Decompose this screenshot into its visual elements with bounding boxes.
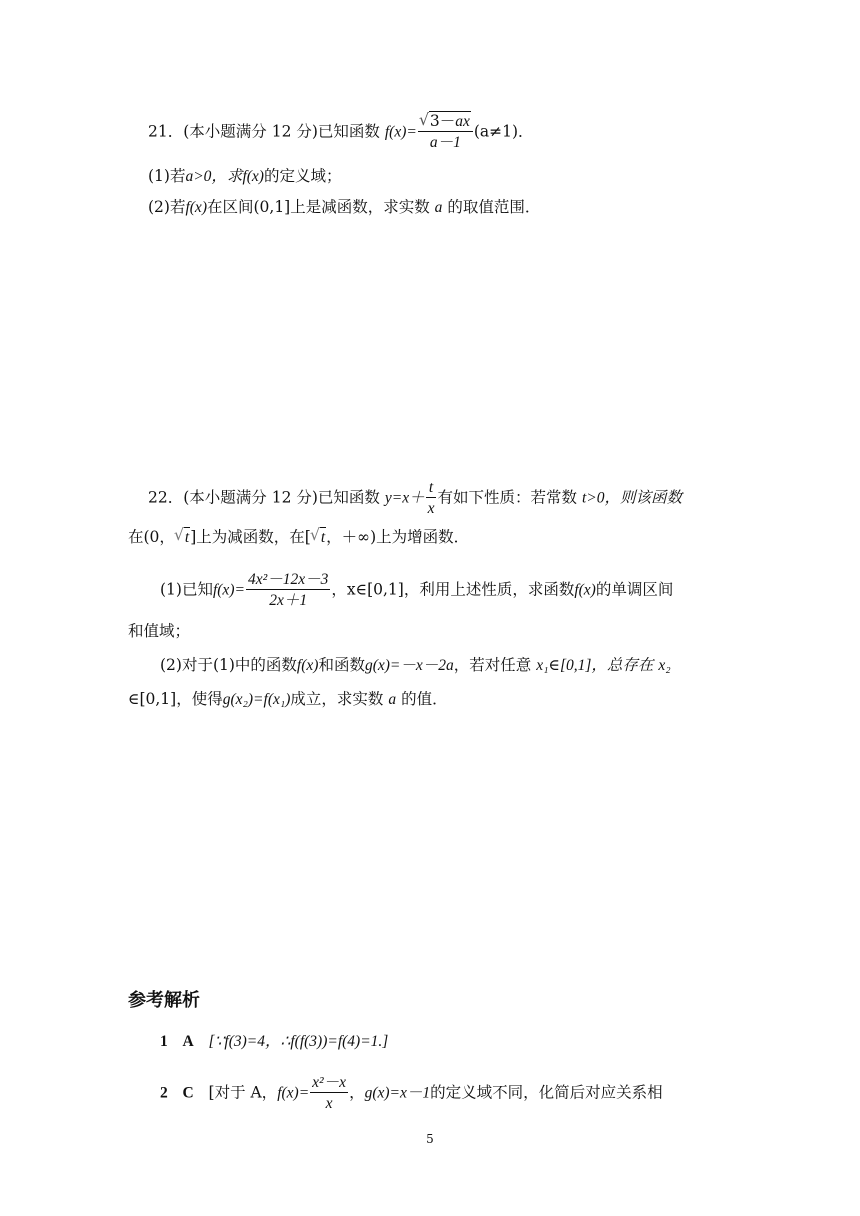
q22-part1-cont: 和值域； bbox=[128, 622, 191, 640]
answer-2-fraction: $\frac{\text{x²－x}}{x}$ bbox=[312, 1074, 347, 1112]
sqrt-symbol: √ t bbox=[175, 526, 190, 549]
q22-part2: (2)对于(1)中的函数f(x)和函数g(x)=－x－2a，若对任意 x₁∈[0,1]，总存在 x₂ bbox=[160, 656, 671, 674]
q22-line2: 在(0，√ t]上为减函数，在[√ t，＋∞)上为增函数． bbox=[128, 526, 469, 549]
q22-part1-fraction: $\frac{\text{4x²－12x－3}}{2x+1}$ bbox=[247, 571, 329, 609]
answer-2: 2 C [对于 A，f(x)= $\frac{\text{x²－x}}{x}$ ，g(x)=x－1的定义域不同，化简后对应关系相 bbox=[160, 1074, 663, 1112]
sqrt-symbol: √ 3－ax bbox=[420, 112, 471, 131]
page-number: 5 bbox=[426, 1132, 434, 1146]
sqrt-symbol: √ t bbox=[311, 526, 326, 549]
q21-title: 21．(本小题满分 12 分)已知函数 f(x)= √ $\frac{3-ax}{a-1}$ (a≠1)． bbox=[148, 112, 534, 153]
q21-fraction: √ $\frac{3-ax}{a-1}$ bbox=[418, 112, 473, 153]
q21-part2: (2)若f(x)在区间(0,1]上是减函数，求实数 a 的取值范围． bbox=[148, 198, 541, 216]
q22-part2-cont: ∈[0,1]，使得g(x₂)=f(x₁)成立，求实数 a 的值． bbox=[128, 690, 448, 708]
q22-part1: (1)已知f(x)= $\frac{\text{4x²－12x－3}}{2x+1}$ ，x∈[0,1]，利用上述性质，求函数f(x)的单调区间 bbox=[160, 571, 674, 609]
q21-part1: (1)若a>0，求f(x)的定义域； bbox=[148, 167, 342, 185]
q22-fraction: $\frac{t}{x}$ bbox=[427, 479, 435, 517]
answers-heading: 参考解析 bbox=[128, 990, 200, 1011]
q22-title: 22．(本小题满分 12 分)已知函数 y=x＋ $\frac{t}{x}$ 有如下性质：若常数 t>0，则该函数 bbox=[148, 479, 682, 517]
answer-1: 1 A [∵f(3)=4，∴f(f(3))=f(4)=1.] bbox=[160, 1033, 389, 1050]
